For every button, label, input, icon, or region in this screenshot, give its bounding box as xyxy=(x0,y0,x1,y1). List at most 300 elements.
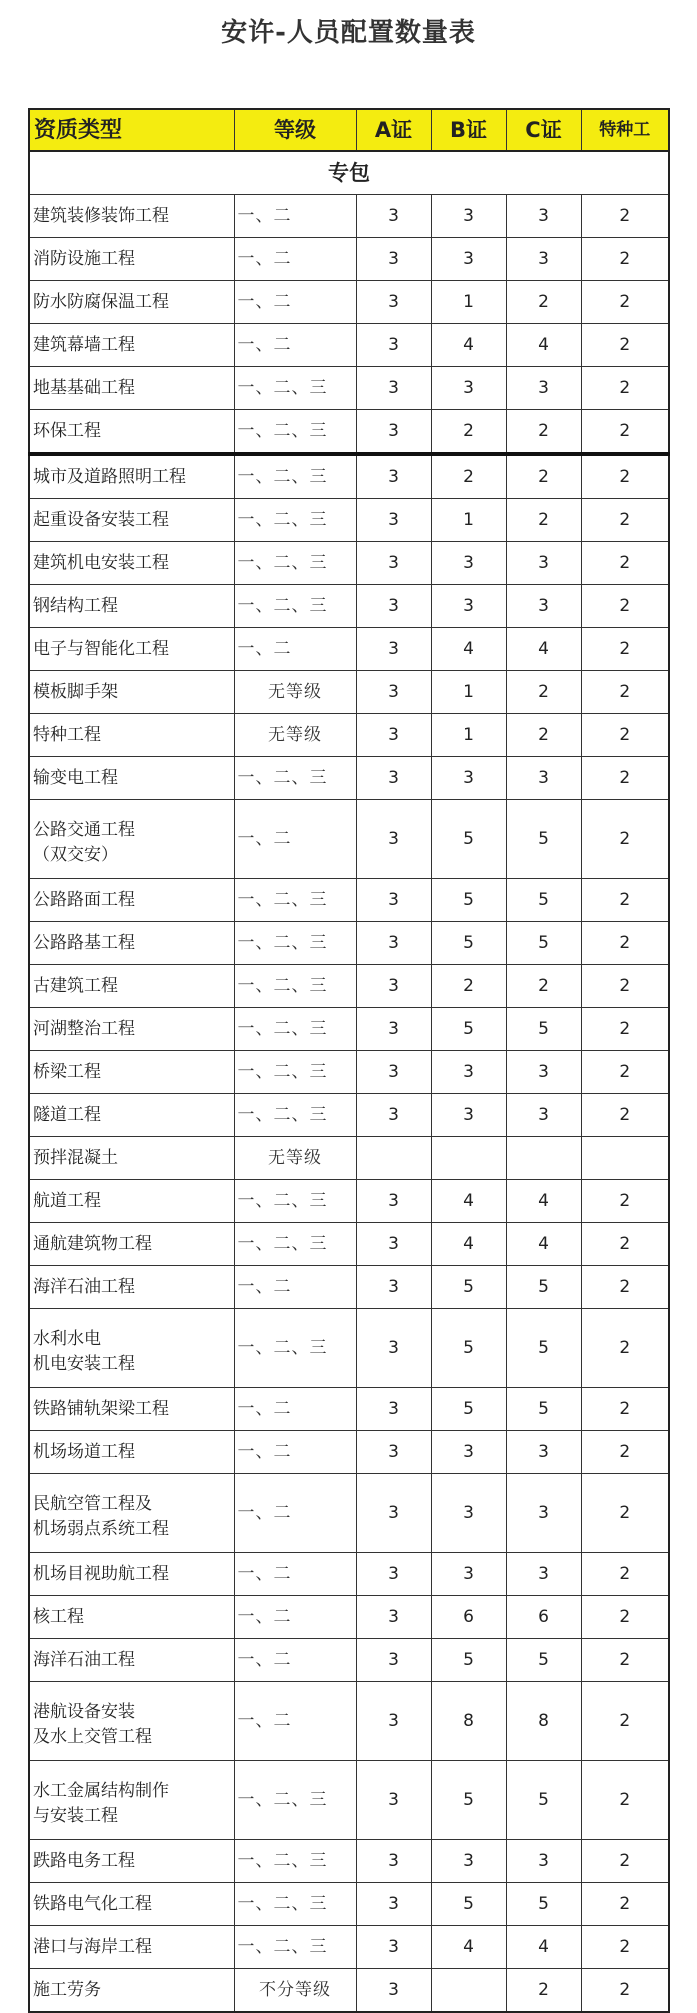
level-cell: 一、二、三 xyxy=(234,1008,356,1051)
level-cell: 一、二 xyxy=(234,324,356,367)
a-cert-cell: 3 xyxy=(356,281,431,324)
special-worker-cell: 2 xyxy=(581,1926,669,1969)
special-worker-cell: 2 xyxy=(581,1474,669,1553)
a-cert-cell: 3 xyxy=(356,195,431,238)
qualification-name xyxy=(29,1180,234,1223)
a-cert-cell: 3 xyxy=(356,1553,431,1596)
qualification-name-line: 水利水电 xyxy=(33,1328,101,1349)
a-cert-cell: 3 xyxy=(356,585,431,628)
qualification-name-line: 及水上交管工程 xyxy=(33,1726,152,1747)
b-cert-cell: 5 xyxy=(431,879,506,922)
b-cert-cell: 1 xyxy=(431,714,506,757)
qualification-name-line: 河湖整治工程 xyxy=(33,1018,135,1039)
c-cert-cell: 3 xyxy=(506,238,581,281)
table-row xyxy=(29,800,669,879)
level-cell: 不分等级 xyxy=(234,1969,356,2013)
qualification-name xyxy=(29,1137,234,1180)
b-cert-cell: 3 xyxy=(431,1094,506,1137)
qualification-name xyxy=(29,714,234,757)
qualification-name xyxy=(29,965,234,1008)
c-cert-cell: 5 xyxy=(506,1388,581,1431)
qualification-name xyxy=(29,757,234,800)
c-cert-cell: 4 xyxy=(506,1926,581,1969)
c-cert-cell: 3 xyxy=(506,1840,581,1883)
c-cert-cell: 3 xyxy=(506,367,581,410)
special-worker-cell: 2 xyxy=(581,1431,669,1474)
table-row xyxy=(29,879,669,922)
qualification-name xyxy=(29,628,234,671)
qualification-name-line: 电子与智能化工程 xyxy=(33,638,169,659)
qualification-name xyxy=(29,1388,234,1431)
a-cert-cell: 3 xyxy=(356,1388,431,1431)
level-cell: 一、二 xyxy=(234,238,356,281)
level-cell: 一、二、三 xyxy=(234,410,356,455)
c-cert-cell: 8 xyxy=(506,1682,581,1761)
table-row xyxy=(29,410,669,455)
table-row xyxy=(29,1266,669,1309)
c-cert-cell: 3 xyxy=(506,585,581,628)
table-row xyxy=(29,499,669,542)
qualification-name-line: 铁路电气化工程 xyxy=(33,1893,152,1914)
level-cell: 一、二、三 xyxy=(234,922,356,965)
qualification-name xyxy=(29,195,234,238)
table-row xyxy=(29,195,669,238)
c-cert-cell: 2 xyxy=(506,410,581,455)
b-cert-cell: 8 xyxy=(431,1682,506,1761)
level-cell: 一、二 xyxy=(234,628,356,671)
a-cert-cell: 3 xyxy=(356,1682,431,1761)
c-cert-cell: 4 xyxy=(506,1223,581,1266)
table-row xyxy=(29,1223,669,1266)
table-row xyxy=(29,922,669,965)
special-worker-cell: 2 xyxy=(581,1094,669,1137)
b-cert-cell: 5 xyxy=(431,922,506,965)
b-cert-cell: 3 xyxy=(431,1553,506,1596)
c-cert-cell: 3 xyxy=(506,1051,581,1094)
b-cert-cell: 5 xyxy=(431,1761,506,1840)
special-worker-cell: 2 xyxy=(581,454,669,499)
qualification-name-line: 与安装工程 xyxy=(33,1805,118,1826)
b-cert-cell: 3 xyxy=(431,195,506,238)
c-cert-cell: 3 xyxy=(506,1553,581,1596)
level-cell: 无等级 xyxy=(234,671,356,714)
qualification-name xyxy=(29,1223,234,1266)
header-special-worker: 特种工 xyxy=(581,109,669,151)
special-worker-cell: 2 xyxy=(581,757,669,800)
b-cert-cell: 3 xyxy=(431,542,506,585)
b-cert-cell: 4 xyxy=(431,1926,506,1969)
c-cert-cell: 5 xyxy=(506,879,581,922)
table-row xyxy=(29,1926,669,1969)
table-row xyxy=(29,628,669,671)
special-worker-cell: 2 xyxy=(581,1682,669,1761)
level-cell: 一、二、三 xyxy=(234,757,356,800)
a-cert-cell: 3 xyxy=(356,1969,431,2013)
special-worker-cell: 2 xyxy=(581,1596,669,1639)
b-cert-cell: 4 xyxy=(431,1180,506,1223)
header-qualification-type: 资质类型 xyxy=(29,109,234,151)
qualification-name-line: 铁路铺轨架梁工程 xyxy=(33,1398,169,1419)
qualification-name xyxy=(29,1094,234,1137)
qualification-name-line: 港航设备安装 xyxy=(33,1701,135,1722)
c-cert-cell: 5 xyxy=(506,1008,581,1051)
table-row xyxy=(29,454,669,499)
a-cert-cell: 3 xyxy=(356,800,431,879)
table-row xyxy=(29,757,669,800)
qualification-name-line: 桥梁工程 xyxy=(33,1061,101,1082)
qualification-name xyxy=(29,454,234,499)
level-cell: 一、二、三 xyxy=(234,1223,356,1266)
level-cell: 一、二、三 xyxy=(234,1926,356,1969)
qualification-name xyxy=(29,324,234,367)
c-cert-cell: 3 xyxy=(506,1474,581,1553)
qualification-name xyxy=(29,1474,234,1553)
qualification-name-line: 模板脚手架 xyxy=(33,681,118,702)
level-cell: 一、二、三 xyxy=(234,1051,356,1094)
a-cert-cell: 3 xyxy=(356,628,431,671)
qualification-name-line: 施工劳务 xyxy=(33,1979,101,2000)
level-cell: 一、二、三 xyxy=(234,585,356,628)
special-worker-cell: 2 xyxy=(581,1969,669,2013)
section-label: 专包 xyxy=(29,151,669,195)
level-cell: 一、二、三 xyxy=(234,1840,356,1883)
special-worker-cell: 2 xyxy=(581,1008,669,1051)
qualification-name-line: 机场弱点系统工程 xyxy=(33,1518,169,1539)
c-cert-cell: 4 xyxy=(506,628,581,671)
b-cert-cell xyxy=(431,1137,506,1180)
b-cert-cell xyxy=(431,1969,506,2013)
special-worker-cell: 2 xyxy=(581,1388,669,1431)
header-c-cert: C证 xyxy=(506,109,581,151)
c-cert-cell: 6 xyxy=(506,1596,581,1639)
c-cert-cell: 3 xyxy=(506,757,581,800)
qualification-name-line: 防水防腐保温工程 xyxy=(33,291,169,312)
qualification-name-line: 输变电工程 xyxy=(33,767,118,788)
qualification-name xyxy=(29,922,234,965)
qualification-name-line: 消防设施工程 xyxy=(33,248,135,269)
special-worker-cell: 2 xyxy=(581,714,669,757)
qualification-name xyxy=(29,800,234,879)
c-cert-cell: 5 xyxy=(506,1309,581,1388)
b-cert-cell: 3 xyxy=(431,238,506,281)
c-cert-cell: 5 xyxy=(506,1761,581,1840)
a-cert-cell: 3 xyxy=(356,324,431,367)
qualification-name-line: 隧道工程 xyxy=(33,1104,101,1125)
c-cert-cell: 2 xyxy=(506,1969,581,2013)
b-cert-cell: 3 xyxy=(431,1051,506,1094)
level-cell: 一、二 xyxy=(234,195,356,238)
qualification-name xyxy=(29,238,234,281)
special-worker-cell: 2 xyxy=(581,367,669,410)
table-row xyxy=(29,671,669,714)
qualification-name-line: 机场目视助航工程 xyxy=(33,1563,169,1584)
table-row xyxy=(29,585,669,628)
special-worker-cell: 2 xyxy=(581,281,669,324)
special-worker-cell xyxy=(581,1137,669,1180)
qualification-name xyxy=(29,671,234,714)
b-cert-cell: 4 xyxy=(431,1223,506,1266)
qualification-name-line: 起重设备安装工程 xyxy=(33,509,169,530)
qualification-name-line: 特种工程 xyxy=(33,724,101,745)
level-cell: 一、二、三 xyxy=(234,367,356,410)
level-cell: 一、二、三 xyxy=(234,879,356,922)
qualification-name-line: 公路交通工程 xyxy=(33,819,135,840)
b-cert-cell: 1 xyxy=(431,281,506,324)
a-cert-cell: 3 xyxy=(356,1309,431,1388)
level-cell: 一、二、三 xyxy=(234,1094,356,1137)
b-cert-cell: 5 xyxy=(431,1309,506,1388)
special-worker-cell: 2 xyxy=(581,195,669,238)
special-worker-cell: 2 xyxy=(581,879,669,922)
level-cell: 一、二、三 xyxy=(234,454,356,499)
special-worker-cell: 2 xyxy=(581,1840,669,1883)
qualification-name-line: 水工金属结构制作 xyxy=(33,1780,169,1801)
qualification-name-line: 港口与海岸工程 xyxy=(33,1936,152,1957)
qualification-name xyxy=(29,1051,234,1094)
c-cert-cell: 4 xyxy=(506,1180,581,1223)
a-cert-cell: 3 xyxy=(356,542,431,585)
c-cert-cell: 3 xyxy=(506,1094,581,1137)
qualification-name xyxy=(29,879,234,922)
b-cert-cell: 5 xyxy=(431,800,506,879)
b-cert-cell: 3 xyxy=(431,1474,506,1553)
table-row xyxy=(29,1596,669,1639)
special-worker-cell: 2 xyxy=(581,324,669,367)
level-cell: 一、二 xyxy=(234,281,356,324)
qualification-name-line: 跌路电务工程 xyxy=(33,1850,135,1871)
qualification-name-line: 环保工程 xyxy=(33,420,101,441)
qualification-name-line: （双交安） xyxy=(33,844,118,865)
special-worker-cell: 2 xyxy=(581,1553,669,1596)
a-cert-cell: 3 xyxy=(356,922,431,965)
table-row xyxy=(29,324,669,367)
qualification-name xyxy=(29,1761,234,1840)
qualification-name-line: 核工程 xyxy=(33,1606,84,1627)
special-worker-cell: 2 xyxy=(581,1639,669,1682)
table-row xyxy=(29,1431,669,1474)
table-row xyxy=(29,238,669,281)
level-cell: 一、二、三 xyxy=(234,1309,356,1388)
a-cert-cell: 3 xyxy=(356,757,431,800)
a-cert-cell: 3 xyxy=(356,1639,431,1682)
table-row xyxy=(29,1840,669,1883)
table-row xyxy=(29,1388,669,1431)
special-worker-cell: 2 xyxy=(581,1223,669,1266)
special-worker-cell: 2 xyxy=(581,1051,669,1094)
a-cert-cell: 3 xyxy=(356,410,431,455)
qualification-name xyxy=(29,1596,234,1639)
qualification-name-line: 机电安装工程 xyxy=(33,1353,135,1374)
qualification-name xyxy=(29,1639,234,1682)
table-row xyxy=(29,1761,669,1840)
table-row xyxy=(29,281,669,324)
c-cert-cell: 2 xyxy=(506,454,581,499)
qualification-name-line: 通航建筑物工程 xyxy=(33,1233,152,1254)
table-row xyxy=(29,1883,669,1926)
c-cert-cell: 5 xyxy=(506,1266,581,1309)
qualification-name-line: 古建筑工程 xyxy=(33,975,118,996)
level-cell: 一、二 xyxy=(234,1596,356,1639)
c-cert-cell: 3 xyxy=(506,195,581,238)
staffing-table xyxy=(28,108,670,2013)
b-cert-cell: 5 xyxy=(431,1266,506,1309)
page-title: 安许-人员配置数量表 xyxy=(221,18,476,48)
level-cell: 一、二、三 xyxy=(234,965,356,1008)
level-cell: 一、二、三 xyxy=(234,542,356,585)
qualification-name-line: 机场场道工程 xyxy=(33,1441,135,1462)
b-cert-cell: 1 xyxy=(431,499,506,542)
b-cert-cell: 3 xyxy=(431,367,506,410)
table-row xyxy=(29,367,669,410)
special-worker-cell: 2 xyxy=(581,965,669,1008)
a-cert-cell: 3 xyxy=(356,1266,431,1309)
qualification-name xyxy=(29,1926,234,1969)
table-row xyxy=(29,1474,669,1553)
special-worker-cell: 2 xyxy=(581,922,669,965)
qualification-name xyxy=(29,1553,234,1596)
qualification-name-line: 公路路基工程 xyxy=(33,932,135,953)
special-worker-cell: 2 xyxy=(581,410,669,455)
section-row xyxy=(29,151,669,195)
table-row xyxy=(29,1553,669,1596)
a-cert-cell xyxy=(356,1137,431,1180)
b-cert-cell: 2 xyxy=(431,454,506,499)
a-cert-cell: 3 xyxy=(356,1180,431,1223)
qualification-name xyxy=(29,1883,234,1926)
c-cert-cell: 5 xyxy=(506,1883,581,1926)
c-cert-cell: 2 xyxy=(506,965,581,1008)
qualification-name-line: 民航空管工程及 xyxy=(33,1493,152,1514)
b-cert-cell: 5 xyxy=(431,1388,506,1431)
c-cert-cell: 5 xyxy=(506,1639,581,1682)
c-cert-cell: 2 xyxy=(506,714,581,757)
qualification-name-line: 航道工程 xyxy=(33,1190,101,1211)
table-row xyxy=(29,1137,669,1180)
level-cell: 一、二 xyxy=(234,800,356,879)
a-cert-cell: 3 xyxy=(356,879,431,922)
c-cert-cell: 3 xyxy=(506,1431,581,1474)
b-cert-cell: 5 xyxy=(431,1008,506,1051)
qualification-name xyxy=(29,1431,234,1474)
b-cert-cell: 2 xyxy=(431,410,506,455)
a-cert-cell: 3 xyxy=(356,1596,431,1639)
level-cell: 一、二、三 xyxy=(234,499,356,542)
level-cell: 无等级 xyxy=(234,714,356,757)
special-worker-cell: 2 xyxy=(581,628,669,671)
a-cert-cell: 3 xyxy=(356,1474,431,1553)
qualification-name xyxy=(29,542,234,585)
qualification-name xyxy=(29,367,234,410)
qualification-name-line: 海洋石油工程 xyxy=(33,1649,135,1670)
special-worker-cell: 2 xyxy=(581,800,669,879)
a-cert-cell: 3 xyxy=(356,671,431,714)
qualification-name xyxy=(29,1008,234,1051)
a-cert-cell: 3 xyxy=(356,238,431,281)
table-row xyxy=(29,714,669,757)
header-b-cert: B证 xyxy=(431,109,506,151)
b-cert-cell: 4 xyxy=(431,324,506,367)
b-cert-cell: 3 xyxy=(431,1840,506,1883)
table-row xyxy=(29,1008,669,1051)
special-worker-cell: 2 xyxy=(581,238,669,281)
b-cert-cell: 1 xyxy=(431,671,506,714)
c-cert-cell: 2 xyxy=(506,281,581,324)
a-cert-cell: 3 xyxy=(356,367,431,410)
c-cert-cell: 3 xyxy=(506,542,581,585)
qualification-name xyxy=(29,410,234,455)
level-cell: 一、二 xyxy=(234,1639,356,1682)
qualification-name xyxy=(29,1682,234,1761)
qualification-name-line: 建筑装修装饰工程 xyxy=(33,205,169,226)
a-cert-cell: 3 xyxy=(356,1051,431,1094)
qualification-name xyxy=(29,499,234,542)
b-cert-cell: 3 xyxy=(431,1431,506,1474)
b-cert-cell: 5 xyxy=(431,1883,506,1926)
level-cell: 一、二 xyxy=(234,1431,356,1474)
level-cell: 一、二 xyxy=(234,1474,356,1553)
level-cell: 一、二、三 xyxy=(234,1883,356,1926)
special-worker-cell: 2 xyxy=(581,1266,669,1309)
qualification-name-line: 城市及道路照明工程 xyxy=(33,466,186,487)
a-cert-cell: 3 xyxy=(356,1431,431,1474)
qualification-name-line: 建筑机电安装工程 xyxy=(33,552,169,573)
special-worker-cell: 2 xyxy=(581,1761,669,1840)
header-level: 等级 xyxy=(234,109,356,151)
c-cert-cell: 4 xyxy=(506,324,581,367)
c-cert-cell: 5 xyxy=(506,922,581,965)
special-worker-cell: 2 xyxy=(581,1883,669,1926)
level-cell: 一、二、三 xyxy=(234,1180,356,1223)
qualification-name-line: 预拌混凝土 xyxy=(33,1147,118,1168)
level-cell: 一、二 xyxy=(234,1266,356,1309)
special-worker-cell: 2 xyxy=(581,499,669,542)
a-cert-cell: 3 xyxy=(356,1926,431,1969)
qualification-name-line: 钢结构工程 xyxy=(33,595,118,616)
table-row xyxy=(29,542,669,585)
b-cert-cell: 3 xyxy=(431,757,506,800)
special-worker-cell: 2 xyxy=(581,1180,669,1223)
a-cert-cell: 3 xyxy=(356,1761,431,1840)
header-a-cert: A证 xyxy=(356,109,431,151)
qualification-name-line: 地基基础工程 xyxy=(33,377,135,398)
level-cell: 一、二 xyxy=(234,1553,356,1596)
table-row xyxy=(29,1309,669,1388)
table-row xyxy=(29,1639,669,1682)
b-cert-cell: 2 xyxy=(431,965,506,1008)
a-cert-cell: 3 xyxy=(356,1223,431,1266)
b-cert-cell: 6 xyxy=(431,1596,506,1639)
qualification-name-line: 海洋石油工程 xyxy=(33,1276,135,1297)
a-cert-cell: 3 xyxy=(356,454,431,499)
table-row xyxy=(29,1051,669,1094)
qualification-name xyxy=(29,585,234,628)
table-row xyxy=(29,1180,669,1223)
qualification-name-line: 公路路面工程 xyxy=(33,889,135,910)
table-row xyxy=(29,1094,669,1137)
level-cell: 一、二 xyxy=(234,1388,356,1431)
level-cell: 一、二、三 xyxy=(234,1761,356,1840)
qualification-name xyxy=(29,1309,234,1388)
special-worker-cell: 2 xyxy=(581,1309,669,1388)
header-row xyxy=(29,109,669,151)
special-worker-cell: 2 xyxy=(581,671,669,714)
a-cert-cell: 3 xyxy=(356,499,431,542)
a-cert-cell: 3 xyxy=(356,1883,431,1926)
level-cell: 无等级 xyxy=(234,1137,356,1180)
qualification-name-line: 建筑幕墙工程 xyxy=(33,334,135,355)
b-cert-cell: 3 xyxy=(431,585,506,628)
level-cell: 一、二 xyxy=(234,1682,356,1761)
